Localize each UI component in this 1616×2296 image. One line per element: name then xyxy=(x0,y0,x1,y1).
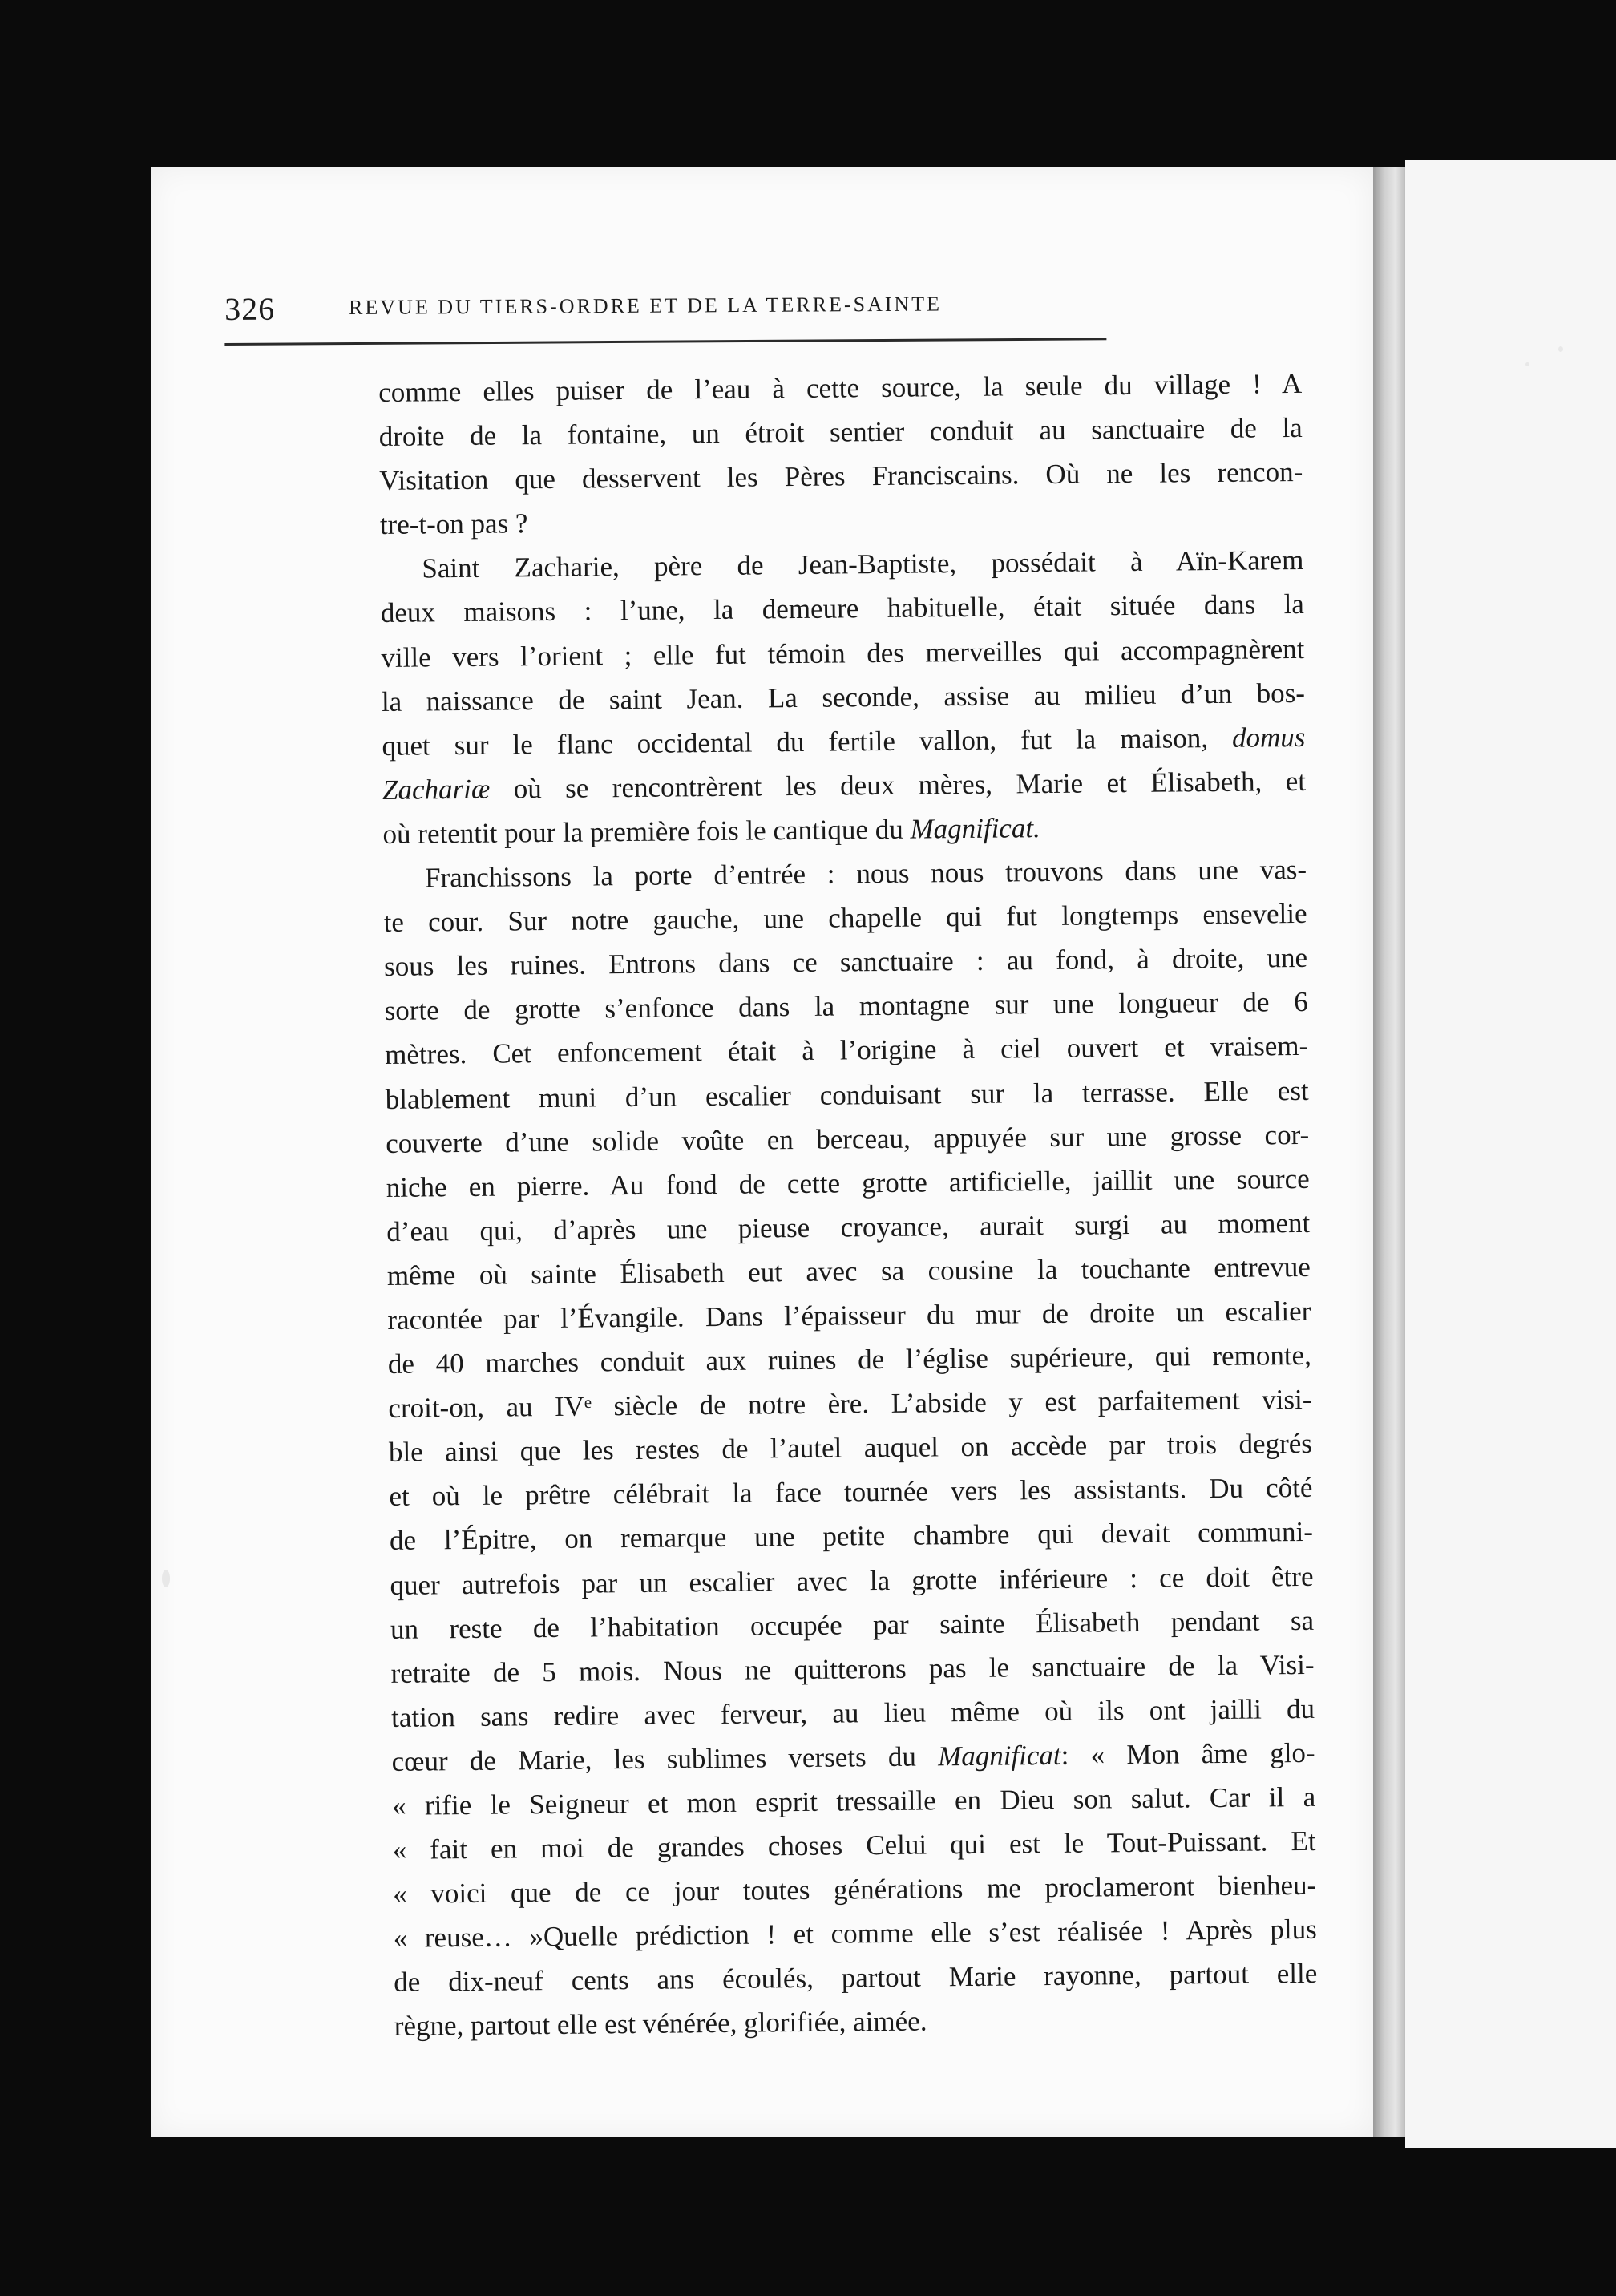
text-line: « reuse… »Quelle prédiction ! et comme elle s’est réalisée ! Après plus xyxy=(393,1914,1317,1954)
text-line: même où sainte Élisabeth eut avec sa cousine la touchante entrevue xyxy=(386,1251,1311,1292)
text-line: un reste de l’habitation occupée par sainte Élisabeth pendant sa xyxy=(390,1604,1315,1645)
text-line: « rifie le Seigneur et mon esprit tressaille en Dieu son salut. Car il a xyxy=(392,1781,1316,1821)
text-line: « voici que de ce jour toutes générations me proclameront bienheu- xyxy=(393,1870,1317,1910)
page-edge xyxy=(1373,167,1405,2137)
text-line xyxy=(382,759,1306,812)
text-line: la naissance de saint Jean. La seconde, assise au milieu d’un bos- xyxy=(381,677,1306,718)
text-line: ville vers l’orient ; elle fut témoin des merveilles qui accompagnèrent xyxy=(381,633,1305,673)
text-line: sorte de grotte s’enfonce dans la montagne sur une longueur de 6 xyxy=(384,986,1308,1027)
text-line: de 40 marches conduit aux ruines de l’église supérieure, qui remonte, xyxy=(387,1339,1312,1380)
text-fragment: quet sur le flanc occidental du fertile vallon, fut la maison, xyxy=(382,722,1209,762)
text-line: mètres. Cet enfoncement était à l’origine à ciel ouvert et vraisem- xyxy=(385,1030,1309,1071)
text-line: droite de la fontaine, un étroit sentier conduit au sanctuaire de la xyxy=(378,412,1303,453)
italic-term: Zachariæ xyxy=(382,773,491,806)
italic-term: Magnificat xyxy=(937,1739,1061,1773)
text-line: tation sans redire avec ferveur, au lieu même où ils ont jailli du xyxy=(390,1692,1315,1733)
text-line: d’eau qui, d’après une pieuse croyance, aurait surgi au moment xyxy=(386,1207,1311,1247)
text-line: Franchissons la porte d’entrée : nous nous trouvons dans une vas- xyxy=(424,853,1307,894)
text-fragment: où se rencontrèrent les deux mères, Marie et Élisabeth, et xyxy=(513,765,1307,805)
text-line: « fait en moi de grandes choses Celui qui est le Tout-Puissant. Et xyxy=(392,1825,1316,1866)
text-fragment: où retentit pour la première fois le cantique du xyxy=(382,813,903,850)
dust-speck xyxy=(1525,362,1529,366)
text-line: sous les ruines. Entrons dans ce sanctuaire : au fond, à droite, une xyxy=(383,942,1308,983)
text-line: couverte d’une solide voûte en berceau, appuyée sur une grosse cor- xyxy=(386,1118,1310,1159)
text-line: croit-on, au IVᵉ siècle de notre ère. L’abside y est parfaitement visi- xyxy=(388,1384,1312,1425)
text-line: règne, partout elle est vénérée, glorifiée, aimée. xyxy=(394,2005,927,2043)
dust-speck xyxy=(1558,346,1563,352)
page-number: 326 xyxy=(224,290,276,327)
text-fragment: : « Mon âme glo- xyxy=(1060,1736,1315,1771)
text-line: et où le prêtre célébrait la face tournée vers les assistants. Du côté xyxy=(389,1472,1313,1513)
text-line: Saint Zacharie, père de Jean-Baptiste, possédait à Aïn-Karem xyxy=(422,544,1304,584)
body-text xyxy=(378,362,1318,2049)
text-fragment: cœur de Marie, les sublimes versets du xyxy=(391,1740,917,1777)
facing-page xyxy=(1405,160,1616,2148)
text-line: ble ainsi que les restes de l’autel auquel on accède par trois degrés xyxy=(388,1428,1313,1469)
text-line: de l’Épitre, on remarque une petite chambre qui devait communi- xyxy=(389,1516,1314,1557)
italic-term: Magnificat. xyxy=(910,812,1041,845)
running-head: REVUE DU TIERS-ORDRE ET DE LA TERRE-SAINTE xyxy=(349,292,943,320)
text-line: deux maisons : l’une, la demeure habituelle, était située dans la xyxy=(380,588,1305,629)
page-header xyxy=(224,284,1258,338)
text-line: racontée par l’Évangile. Dans l’épaisseur du mur de droite un escalier xyxy=(387,1295,1311,1336)
text-line: comme elles puiser de l’eau à cette source, la seule du village ! A xyxy=(378,367,1303,408)
text-line: blablement muni d’un escalier conduisant sur la terrasse. Elle est xyxy=(385,1074,1309,1115)
text-line: te cour. Sur notre gauche, une chapelle qui fut longtemps ensevelie xyxy=(383,898,1307,939)
text-line: de dix-neuf cents ans écoulés, partout Marie rayonne, partout elle xyxy=(394,1958,1318,1999)
text-line: retraite de 5 mois. Nous ne quitterons pas le sanctuaire de la Visi- xyxy=(390,1648,1315,1689)
text-line: quer autrefois par un escalier avec la grotte inférieure : ce doit être xyxy=(390,1560,1314,1601)
text-line: Visitation que desservent les Pères Franciscains. Où ne les rencon- xyxy=(379,456,1303,497)
text-line: tre-t-on pas ? xyxy=(379,507,528,541)
dust-speck xyxy=(162,1570,170,1587)
text-line: niche en pierre. Au fond de cette grotte artificielle, jaillit une source xyxy=(386,1162,1310,1203)
italic-term: domus xyxy=(1231,721,1306,754)
